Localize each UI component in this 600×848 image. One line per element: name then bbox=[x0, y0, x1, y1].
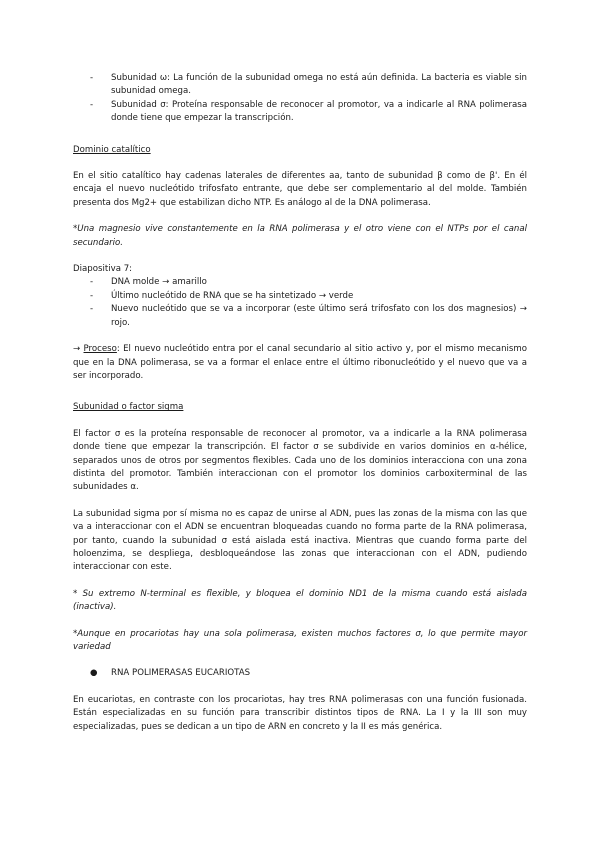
list-item: - Subunidad ω: La función de la subunidad omega no está aún definida. La bacteria es viable sin subunidad omega. bbox=[90, 73, 527, 97]
diapositiva-list bbox=[73, 276, 527, 330]
list-item: - Nuevo nucleótido que se va a incorporar (este último será trifosfato con los dos magnesios) → rojo. bbox=[90, 304, 527, 328]
dash-marker: - bbox=[90, 73, 94, 83]
heading-dominio-catalitico: Dominio catalítico bbox=[73, 144, 151, 155]
paragraph-eucariotas: En eucariotas, en contraste con los procariotas, hay tres RNA polimerasas con una función fusionada. Están especializadas en su función para transcribir distintos tipos de RNA. La I y la III son muy especializadas, pues se dedican a un tipo de ARN en concreto y la II es más genérica. bbox=[73, 694, 527, 732]
list-item: - DNA molde → amarillo bbox=[73, 276, 527, 289]
dash-marker: - bbox=[90, 290, 94, 301]
note-magnesio: *Una magnesio vive constantemente en la RNA polimerasa y el otro viene con el NTPs por el canal secundario. bbox=[73, 224, 527, 248]
paragraph-proceso: → Proceso: El nuevo nucleótido entra por el canal secundario al sitio activo y, por el mismo mecanismo que en la DNA polimerasa, se va a formar el enlace entre el último ribonucleótido y el nuevo que va a ser incorporado. bbox=[73, 344, 528, 381]
heading-subunidad-sigma: Subunidad o factor sigma bbox=[73, 402, 184, 413]
heading-rna-eucariotas: ● RNA POLIMERASAS EUCARIOTAS bbox=[73, 667, 527, 680]
arrow-icon: → bbox=[73, 344, 81, 355]
list-item: - Subunidad σ: Proteína responsable de reconocer al promotor, va a indicarle al RNA polimerasa donde tiene que empezar la transcripción. bbox=[90, 99, 527, 124]
dash-marker: - bbox=[90, 304, 94, 315]
dash-marker: - bbox=[90, 277, 94, 288]
dash-marker: - bbox=[90, 99, 94, 110]
note-factores-sigma: *Aunque en procariotas hay una sola polimerasa, existen muchos factores σ, lo que permite mayor variedad bbox=[73, 628, 527, 652]
bullet-icon: ● bbox=[90, 668, 98, 679]
list-item: - Último nucleótido de RNA que se ha sintetizado → verde bbox=[73, 290, 527, 303]
paragraph-factor-sigma: El factor σ es la proteína responsable de reconocer al promotor, va a indicarle a la RNA polimerasa donde tiene que empezar la transcripción. El factor σ se subdivide en varios dominios en α-hélice, separados unos de otros por segmentos flexibles. Cada uno de los dominios interacciona con una zona distinta del promotor. También interaccionan con el promotor los dominios carboxiterminal de las subunidades α. bbox=[73, 428, 527, 493]
proceso-label: Proceso bbox=[83, 344, 117, 355]
note-n-terminal: * Su extremo N-terminal es flexible, y bloquea el dominio ND1 de la misma cuando está aislada (inactiva). bbox=[73, 588, 527, 613]
paragraph-catalytic: En el sitio catalítico hay cadenas laterales de diferentes aa, tanto de subunidad β como de β'. En él encaja el nuevo nucleótido trifosfato entrante, que debe ser complementario al del molde. También presenta dos Mg2+ que estabilizan dicho NTP. Es análogo al de la DNA polimerasa. bbox=[73, 171, 527, 208]
paragraph-subunidad-sigma: La subunidad sigma por sí misma no es capaz de unirse al ADN, pues las zonas de la misma con las que va a interaccionar con el ADN se encuentran bloqueadas cuando no forma parte de la RNA polimerasa, por tanto, cuando la subunidad σ está aislada está inactiva. Mientras que cuando forma parte del holoenzima, se despliega, desbloqueándose las zonas que interaccionan con el ADN, pudiendo interaccionar con este. bbox=[73, 508, 527, 573]
subunit-list bbox=[73, 72, 527, 126]
document-body bbox=[73, 72, 527, 734]
diapositiva-label: Diapositiva 7: bbox=[73, 264, 133, 275]
